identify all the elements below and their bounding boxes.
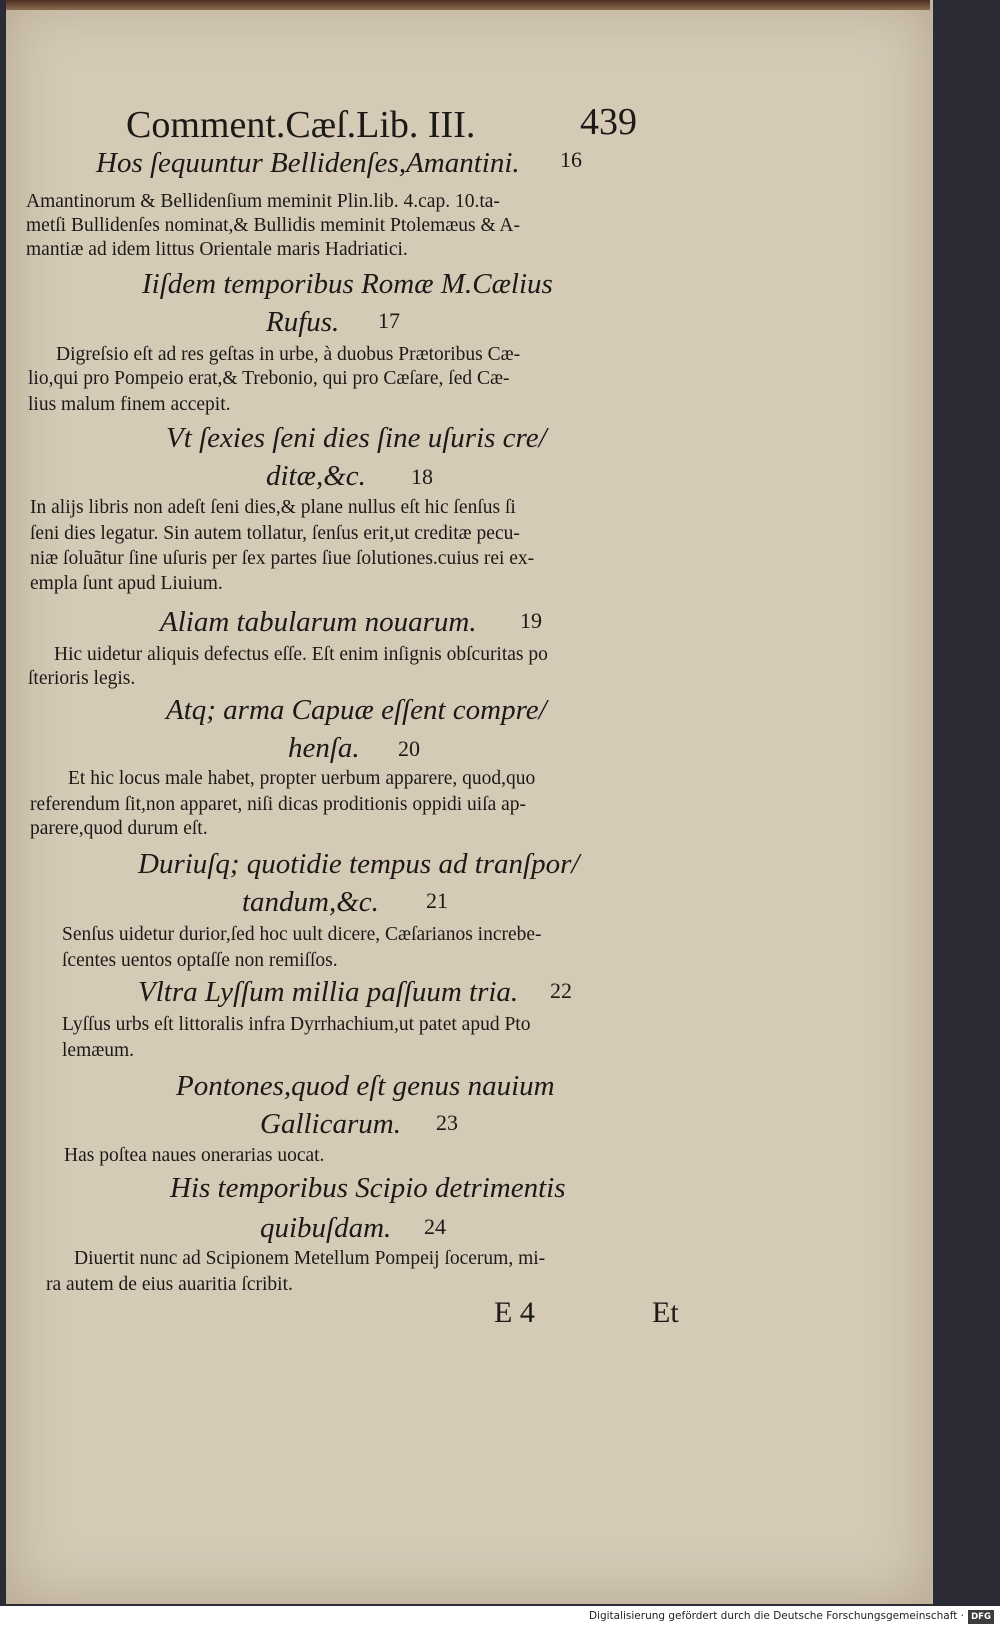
note-line: Et hic locus male habet, propter uerbum apparere, quod,quo [68,768,536,789]
note-line: Lyſſus urbs eſt littoralis infra Dyrrhachium,ut patet apud Pto [62,1014,531,1035]
lemma-line: Vltra Lyſſum millia paſſuum tria. [138,976,519,1008]
page-number: 439 [580,101,637,143]
running-title: Comment.Cæſ.Lib. III. [126,104,476,146]
lemma-line: Iiſdem temporibus Romæ M.Cælius [142,268,553,300]
catchword: Et [652,1296,679,1329]
lemma-line: Aliam tabularum nouarum. [160,606,477,638]
note-line: Amantinorum & Bellidenſium meminit Plin.lib. 4.cap. 10.ta- [26,191,500,212]
digitization-footer [0,1606,1000,1629]
note-line: lio,qui pro Pompeio erat,& Trebonio, qui pro Cæſare, ſed Cæ- [28,368,510,389]
dfg-logo-icon: DFG [968,1610,994,1624]
funding-credit: Digitalisierung gefördert durch die Deutsche Forschungsgemeinschaft · [588,1610,964,1622]
note-line: In alijs libris non adeſt ſeni dies,& plane nullus eſt hic ſenſus ſi [30,497,516,518]
note-line: metſi Bullidenſes nominat,& Bullidis meminit Ptolemæus & A- [26,215,521,236]
note-line: Senſus uidetur durior,ſed hoc uult dicere, Cæſarianos increbe- [62,924,542,945]
lemma-number: 20 [398,736,420,761]
note-line: Diuertit nunc ad Scipionem Metellum Pompeij ſocerum, mi- [74,1248,546,1269]
lemma-line: Gallicarum. [260,1108,401,1140]
lemma-line: Vt ſexies ſeni dies ſine uſuris cre/ [166,422,547,454]
note-line: ſcentes uentos optaſſe non remiſſos. [62,950,338,971]
lemma-line: quibuſdam. [260,1212,392,1244]
lemma-line: ditæ,&c. [266,460,366,492]
note-line: mantiæ ad idem littus Orientale maris Hadriatici. [26,239,408,260]
lemma-line: tandum,&c. [242,886,379,918]
lemma-line: His temporibus Scipio detrimentis [170,1172,566,1204]
lemma-number: 21 [426,888,448,913]
signature-mark: E 4 [494,1296,535,1329]
lemma-number: 17 [378,308,400,333]
lemma-number: 16 [560,147,582,172]
lemma-line: Pontones,quod eſt genus nauium [176,1070,555,1102]
lemma-line: Rufus. [266,306,340,338]
lemma-number: 23 [436,1110,458,1135]
note-line: Digreſsio eſt ad res geſtas in urbe, à duobus Prætoribus Cæ- [56,344,521,365]
lemma-number: 22 [550,978,572,1003]
lemma-line: Duriuſq; quotidie tempus ad tranſpor/ [138,848,580,880]
note-line: ſeni dies legatur. Sin autem tollatur, ſenſus erit,ut creditæ pecu- [30,523,520,544]
lemma-line: henſa. [288,732,360,764]
note-line: referendum ſit,non apparet, niſi dicas proditionis oppidi uiſa ap- [30,794,527,815]
note-line: ſterioris legis. [28,668,136,689]
lemma-line: Hos ſequuntur Bellidenſes,Amantini. [96,147,520,179]
book-page [6,0,933,1604]
lemma-line: Atq; arma Capuæ eſſent compre/ [166,694,547,726]
page-top-edge [6,0,930,10]
lemma-number: 19 [520,608,542,633]
note-line: parere,quod durum eſt. [30,818,208,839]
note-line: Has poſtea naues onerarias uocat. [64,1145,325,1166]
note-line: empla ſunt apud Liuium. [30,573,223,594]
note-line: lius malum finem accepit. [28,394,231,415]
note-line: lemæum. [62,1040,135,1061]
lemma-number: 24 [424,1214,446,1239]
lemma-number: 18 [411,464,433,489]
note-line: niæ ſoluãtur ſine uſuris per ſex partes ſiue ſolutiones.cuius rei ex- [30,548,535,569]
note-line: Hic uidetur aliquis defectus eſſe. Eſt enim inſignis obſcuritas po [54,644,548,665]
note-line: ra autem de eius auaritia ſcribit. [46,1274,293,1295]
